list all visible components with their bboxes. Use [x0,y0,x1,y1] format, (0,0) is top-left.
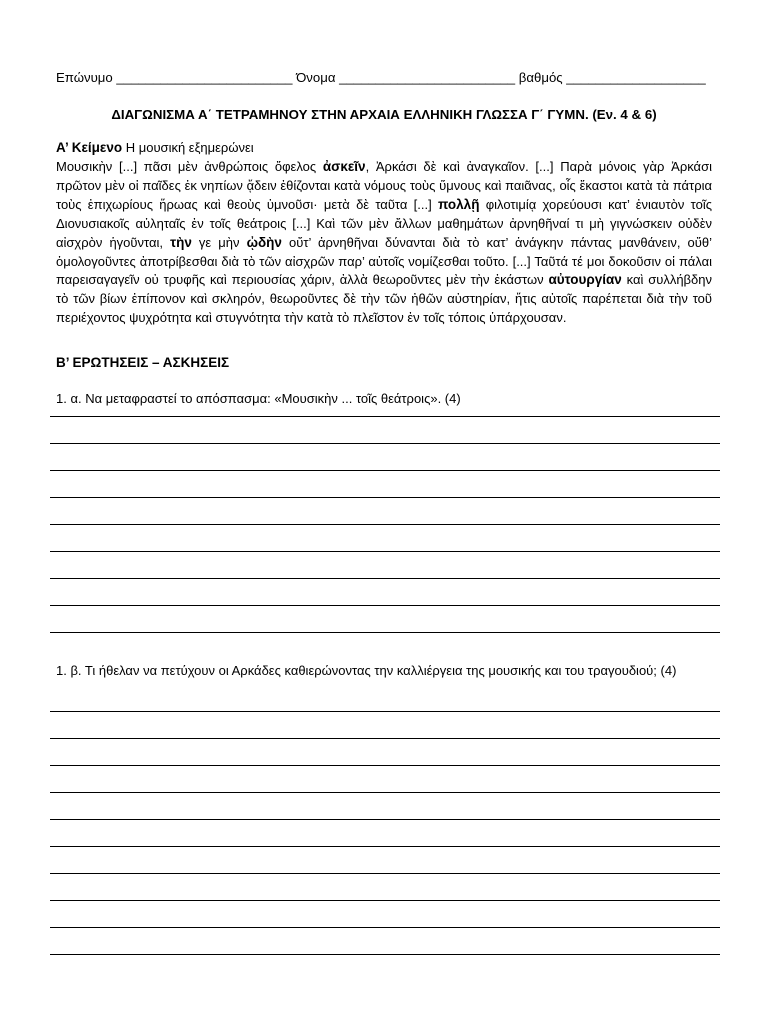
highlighted-word: τὴν [170,234,192,250]
highlighted-word: ἀσκεῖν [322,159,366,174]
passage-text: οὔτ’ ἀρνηθῆναι δύνανται διὰ τὸ κατ’ ἀνάγκην πάντας μανθάνειν, οὔθ’ ὁμολογοῦντες ἀποτρίβεσθαι διὰ τὸ τῶν αἰσχρῶν παρ’ αὐτοῖς νομίζεσθαι τοῦτο. [...] Ταῦτά τέ μοι δοκοῦσιν οἱ πάλαι παρεισαγαγεῖν οὐ τρυφῆς καὶ περιουσίας χάριν, ἀλλὰ θεωροῦντες μὲν τὴν ἑκάστων [56,234,712,288]
answer-line[interactable] [50,738,720,739]
highlighted-word: πολλῇ [437,196,480,212]
exam-title: ΔΙΑΓΩΝΙΣΜΑ Α΄ ΤΕΤΡΑΜΗΝΟΥ ΣΤΗΝ ΑΡΧΑΙΑ ΕΛΛΗΝΙΚΗ ΓΛΩΣΣΑ Γ΄ ΓΥΜΝ. (Εν. 4 & 6) [111,107,657,122]
answer-line[interactable] [50,551,720,552]
ancient-text-passage [56,158,712,328]
answer-line[interactable] [50,765,720,766]
questions-heading: Β’ ΕΡΩΤΗΣΕΙΣ – ΑΣΚΗΣΕΙΣ [56,355,230,370]
answer-line[interactable] [50,927,720,928]
text-label: Α’ Κείμενο [56,140,123,155]
answer-line[interactable] [50,792,720,793]
question-1a: 1. α. Να μεταφραστεί το απόσπασμα: «Μουσικὴν ... τοῖς θεάτροις». (4) [56,391,461,406]
answer-line[interactable] [50,470,720,471]
passage-text: φιλοτιμίᾳ χορεύουσι κατ’ ἐνιαυτὸν τοῖς Διονυσιακοῖς αὐληταῖς ἐν τοῖς θεάτροις [...] Καὶ τῶν μὲν ἄλλων μαθημάτων ἀρνηθῆναί τι μὴ γιγνώσκειν οὐδὲν αἰσχρὸν ἡγοῦνται, [56,196,712,250]
passage-text: , Ἀρκάσι δὲ καὶ ἀναγκαῖον. [...] Παρὰ μόνοις γὰρ Ἀρκάσι πρῶτον μὲν οἱ παῖδες ἐκ νηπίων ᾄδειν ἐθίζονται κατὰ νόμους τοὺς ὕμνους καὶ παιᾶνας, οἷς ἕκαστοι κατὰ τὰ πάτρια τοὺς ἐπιχωρίους ἥρωας καὶ θεοὺς ὑμνοῦσι· μετὰ δὲ ταῦτα [...] [56,159,712,212]
answer-line[interactable] [50,846,720,847]
student-info-line[interactable]: Επώνυμο ________________________ Όνομα ________________________ βαθμός ___________________ [56,70,706,85]
answer-line[interactable] [50,416,720,417]
answer-line[interactable] [50,954,720,955]
text-subtitle: Η μουσική εξημερώνει [125,140,254,155]
answer-line[interactable] [50,605,720,606]
question-1b: 1. β. Τι ήθελαν να πετύχουν οι Αρκάδες καθιερώνοντας την καλλιέργεια της μουσικής και του τραγουδιού; (4) [56,663,677,678]
answer-line[interactable] [50,900,720,901]
answer-line[interactable] [50,497,720,498]
highlighted-word: αὐτουργίαν [548,272,622,288]
answer-line[interactable] [50,873,720,874]
answer-line[interactable] [50,578,720,579]
text-heading [56,140,254,155]
answer-line[interactable] [50,711,720,712]
passage-text: Μουσικὴν [...] πᾶσι μὲν ἀνθρώποις ὄφελος [56,159,323,174]
answer-line[interactable] [50,524,720,525]
passage-text: καὶ συλλήβδην τὸ τῶν βίων ἐπίπονον καὶ σκληρόν, θεωροῦντες δὲ τὴν τῶν ἠθῶν αὐστηρίαν, ἥτις αὐτοῖς παρέπεται διὰ τὴν τοῦ περιέχοντος ψυχρότητα καὶ στυγνότητα τὴν κατὰ τὸ πλεῖστον ἐν τοῖς τόποις ὑπάρχουσαν. [56,272,712,326]
answer-line[interactable] [50,632,720,633]
passage-text: γε μὴν [191,234,247,250]
highlighted-word: ᾠδὴν [246,234,282,250]
answer-line[interactable] [50,819,720,820]
answer-line[interactable] [50,443,720,444]
